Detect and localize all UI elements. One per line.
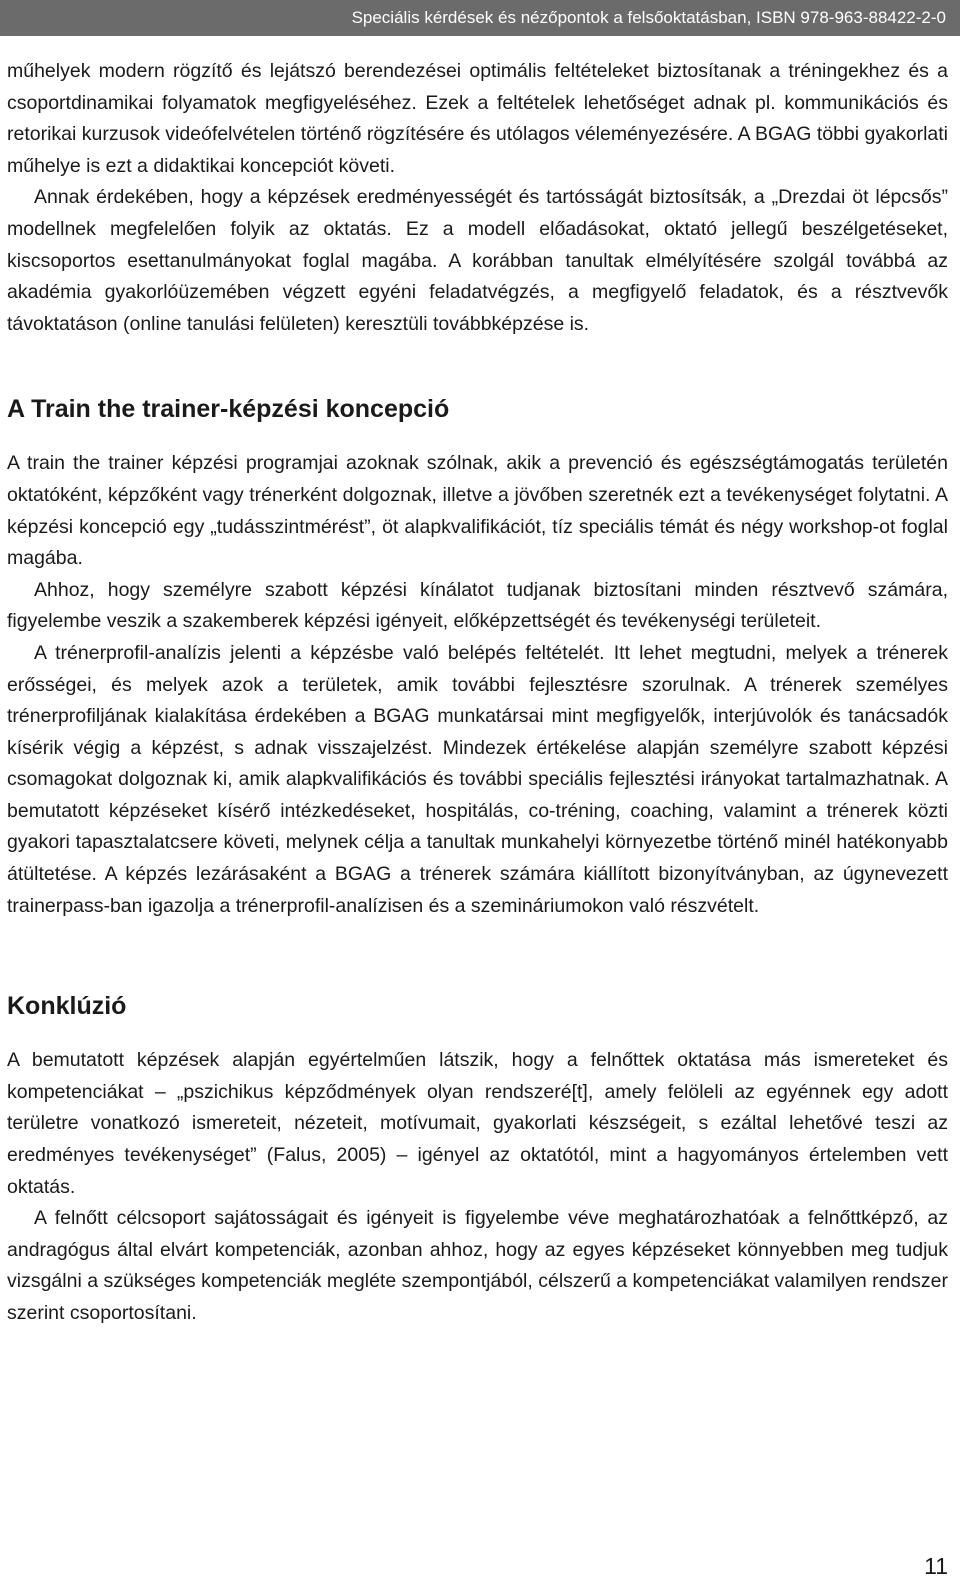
document-body xyxy=(7,56,948,1330)
paragraph-intro-1: műhelyek modern rögzítő és lejátszó berendezései optimális feltételeket biztosítanak a tréningekhez és a csoportdinamikai folyamatok megfigyeléséhez. Ezek a feltételek lehetőséget adnak pl. kommunikációs és retorikai kurzusok videófelvételen történő rögzítésére és utólagos véleményezésére. A BGAG többi gyakorlati műhelye is ezt a didaktikai koncepciót követi. xyxy=(7,60,948,177)
paragraph-conclusion-1: A bemutatott képzések alapján egyértelműen látszik, hogy a felnőttek oktatása más ismereteket és kompetenciákat – „pszichikus képződmények olyan rendszeré[t], amely felöleli az egyénnek egy adott területre vonatkozó ismereteit, nézeteit, motívumait, gyakorlati készségeit, s ezáltal lehetővé teszi az eredményes tevékenységet” (Falus, 2005) – igényel az oktatótól, mint a hagyományos értelemben vett oktatás. xyxy=(7,1049,948,1198)
paragraph-train-2: Ahhoz, hogy személyre szabott képzési kínálatot tudjanak biztosítani minden résztvevő számára, figyelembe veszik a szakemberek képzési igényeit, előképzettségét és tevékenységi területeit. xyxy=(7,578,948,633)
paragraph-train-3: A trénerprofil-analízis jelenti a képzésbe való belépés feltételét. Itt lehet megtudni, melyek a trénerek erősségei, és melyek azok a területek, amik további fejlesztésre szorulnak. A trénerek személyes trénerprofiljának kialakítása érdekében a BGAG munkatársai mint megfigyelők, interjúvolók és tanácsadók kísérik végig a képzést, s adnak visszajelzést. Mindezek értékelése alapján személyre szabott képzési csomagokat dolgoznak ki, amik alapkvalifikációs és további speciális fejlesztési irányokat tartalmazhatnak. A bemutatott képzéseket kísérő intézkedéseket, hospitálás, co-tréning, coaching, valamint a trénerek közti gyakori tapasztalatcsere követi, melynek célja a tanultak munkahelyi környezetbe történő minél hatékonyabb átültetése. A képzés lezárásaként a BGAG a trénerek számára kiállított bizonyítványban, az úgynevezett trainerpass-ban igazolja a trénerprofil-analízisen és a szemináriumokon való részvételt. xyxy=(7,641,948,917)
section-heading-conclusion: Konklúzió xyxy=(7,992,127,1021)
running-header-title: Speciális kérdések és nézőpontok a felsőoktatásban, ISBN 978-963-88422-2-0 xyxy=(351,8,946,27)
page-number: 11 xyxy=(924,1553,948,1579)
section-heading-train-the-trainer: A Train the trainer-képzési koncepció xyxy=(7,395,450,424)
running-header xyxy=(0,0,960,36)
paragraph-intro-2: Annak érdekében, hogy a képzések eredményességét és tartósságát biztosítsák, a „Drezdai öt lépcsős” modellnek megfelelően folyik az oktatás. Ez a modell előadásokat, oktató jellegű beszélgetéseket, kiscsoportos esettanulmányokat foglal magába. A korábban tanultak elmélyítésére szolgál továbbá az akadémia gyakorlóüzemében végzett egyéni feladatvégzés, a megfigyelő feladatok, és a résztvevők távoktatáson (online tanulási felületen) keresztüli továbbképzése is. xyxy=(7,186,948,335)
paragraph-train-1: A train the trainer képzési programjai azoknak szólnak, akik a prevenció és egészségtámogatás területén oktatóként, képzőként vagy trénerként dolgoznak, illetve a jövőben szeretnék ezt a tevékenységet folytatni. A képzési koncepció egy „tudásszintmérést”, öt alapkvalifikációt, tíz speciális témát és négy workshop-ot foglal magába. xyxy=(7,452,948,570)
paragraph-conclusion-2: A felnőtt célcsoport sajátosságait és igényeit is figyelembe véve meghatározhatóak a felnőttképző, az andragógus által elvárt kompetenciák, azonban ahhoz, hogy az egyes képzéseket könnyebben meg tudjuk vizsgálni a szükséges kompetenciák megléte szempontjából, célszerű a kompetenciákat valamilyen rendszer szerint csoportosítani. xyxy=(7,1207,948,1324)
